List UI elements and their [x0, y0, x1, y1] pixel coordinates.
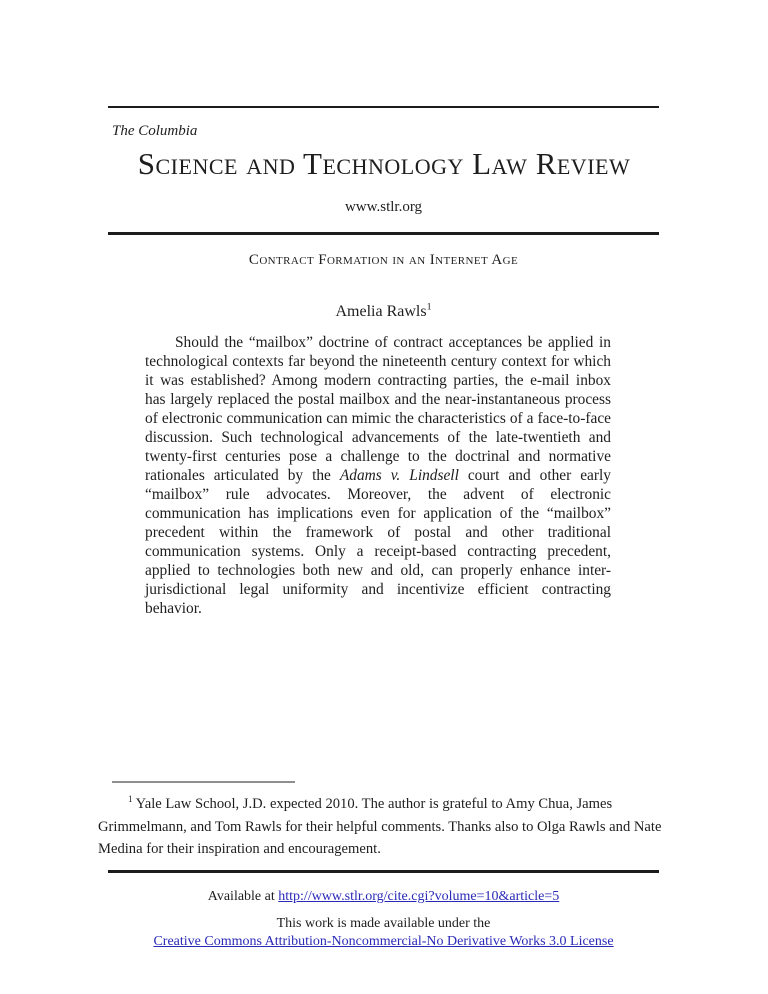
citation-link[interactable]: http://www.stlr.org/cite.cgi?volume=10&article=5	[278, 889, 560, 904]
abstract-text-1: Should the “mailbox” doctrine of contract acceptances be applied in technological contexts far beyond the nineteenth century context for which it was established? Among modern contracting parties, the e-mail inbox has largely replaced the postal mailbox and the near-instantaneous process of electronic communication can mimic the characteristics of a face-to-face discussion. Such technological advancements of the late-twentieth and twenty-first centuries pose a challenge to the doctrinal and normative rationales articulated by the	[145, 334, 611, 484]
imprint-line: The Columbia	[112, 123, 198, 139]
article-title: Contract Formation in an Internet Age	[248, 252, 519, 268]
abstract-text-2: court and other early “mailbox” rule advocates. Moreover, the advent of electronic communication has implications even for application of the “mailbox” precedent within the framework of postal and other traditional communication systems. Only a receipt-based contracting precedent, applied to technologies both new and old, can properly enhance inter-jurisdictional legal uniformity and incentivize efficient contracting behavior.	[145, 467, 611, 617]
footnote-marker: 1	[128, 794, 133, 805]
availability-prefix: Available at	[207, 889, 275, 904]
masthead-top-rule	[108, 106, 659, 108]
author-line	[108, 302, 659, 321]
footnote	[98, 793, 662, 861]
footnote-text: Yale Law School, J.D. expected 2010. The author is grateful to Amy Chua, James Grimmelmann, and Tom Rawls for their helpful comments. Thanks also to Olga Rawls and Nate Medina for their inspiration and encouragement.	[98, 796, 662, 857]
footer-rule	[108, 870, 659, 873]
journal-website: www.stlr.org	[344, 199, 423, 215]
license-link[interactable]: Creative Commons Attribution-Noncommercial-No Derivative Works 3.0 License	[153, 934, 614, 949]
footnote-separator-rule	[112, 781, 295, 783]
availability-line	[108, 888, 659, 905]
author-footnote-ref: 1	[426, 301, 432, 313]
masthead-bottom-rule	[108, 232, 659, 235]
author-name: Amelia Rawls	[335, 303, 427, 320]
case-citation: Adams v. Lindsell	[339, 467, 459, 484]
license-intro: This work is made available under the	[276, 916, 491, 931]
license-block	[108, 915, 659, 951]
journal-title: Science and Technology Law Review	[137, 146, 631, 181]
abstract	[145, 333, 611, 618]
